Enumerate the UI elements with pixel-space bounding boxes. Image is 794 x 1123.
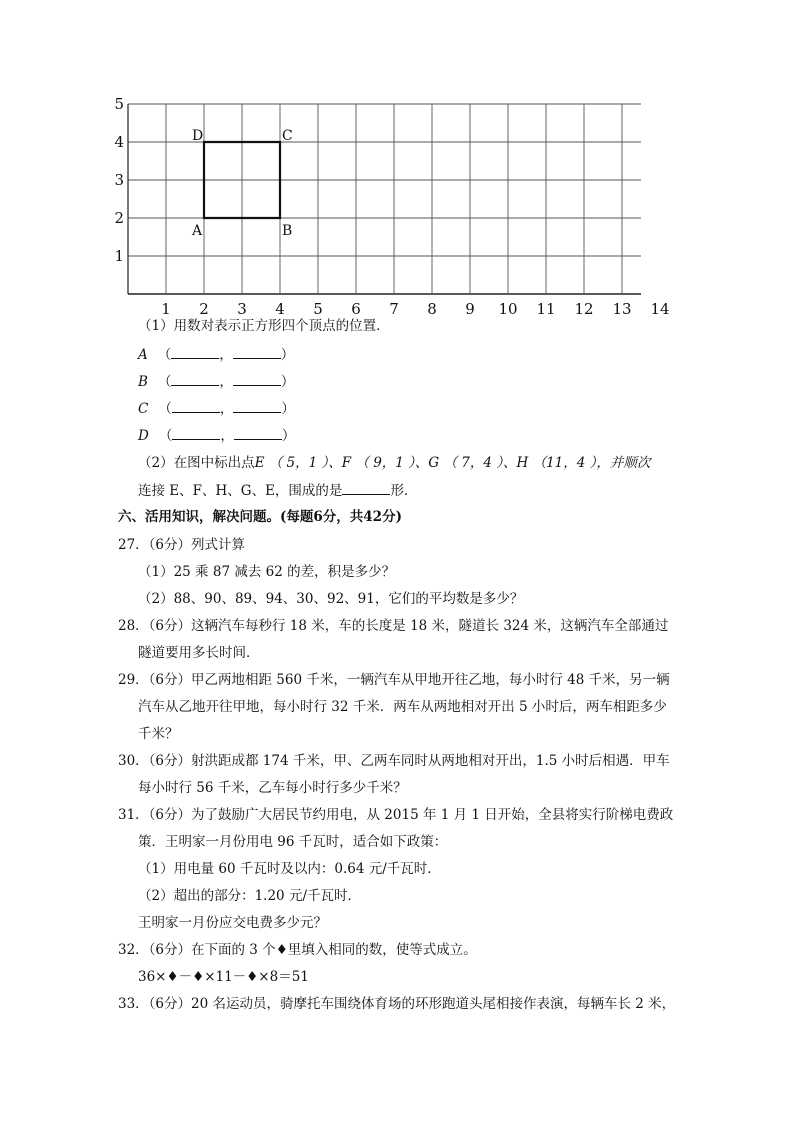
x-tick-label: 6 bbox=[351, 300, 361, 318]
x-tick-label: 9 bbox=[465, 300, 475, 318]
q30-line1: 30．（6分）射洪距成都 174 千米，甲、乙两车同时从两地相对开出，1.5 小时后相遇．甲车 bbox=[118, 753, 670, 769]
comma: ， bbox=[219, 374, 233, 390]
vertex-label: D bbox=[192, 128, 204, 144]
vertex-label: B bbox=[282, 223, 293, 239]
vertex-row-label: D bbox=[138, 428, 149, 444]
x-answer-blank[interactable] bbox=[171, 372, 219, 386]
comma: ， bbox=[219, 347, 233, 363]
x-tick-label: 2 bbox=[199, 300, 209, 318]
y-tick-label: 3 bbox=[114, 171, 124, 189]
q31-line4: （2）超出的部分：1.20 元/千瓦时． bbox=[138, 888, 361, 904]
vertex-label: C bbox=[282, 128, 293, 144]
q31-line3: （1）用电量 60 千瓦时及以内：0.64 元/千瓦时． bbox=[138, 861, 441, 877]
vertex-answer-row bbox=[138, 372, 294, 391]
x-tick-label: 4 bbox=[275, 300, 285, 318]
q26-part1: （1）用数对表示正方形四个顶点的位置． bbox=[138, 318, 390, 334]
q33-line1: 33．（6分）20 名运动员，骑摩托车围绕体育场的环形跑道头尾相接作表演，每辆车长 2 米， bbox=[118, 996, 676, 1012]
close-paren: ） bbox=[280, 347, 295, 363]
close-paren: ） bbox=[281, 428, 296, 444]
vertex-answer-row bbox=[138, 399, 295, 418]
vertex-label: A bbox=[192, 223, 203, 239]
y-answer-blank[interactable] bbox=[234, 426, 282, 440]
q26-part2-end: 形． bbox=[390, 483, 418, 499]
open-paren: （ bbox=[157, 347, 172, 363]
x-answer-blank[interactable] bbox=[172, 399, 220, 413]
q26-part2-intro: （2）在图中标出点 bbox=[138, 455, 255, 471]
x-tick-label: 5 bbox=[313, 300, 323, 318]
q29-line2: 汽车从乙地开往甲地，每小时行 32 千米．两车从两地相对开出 5 小时后，两车相距多少 bbox=[138, 699, 667, 715]
coordinate-grid bbox=[114, 90, 700, 330]
x-tick-label: 13 bbox=[612, 300, 632, 318]
shape-answer-blank[interactable] bbox=[342, 481, 390, 495]
q31-line2: 策．王明家一月份用电 96 千瓦时，适合如下政策： bbox=[138, 834, 448, 850]
x-tick-label: 8 bbox=[427, 300, 437, 318]
comma: ， bbox=[219, 401, 234, 417]
comma: ， bbox=[220, 428, 234, 444]
vertex-row-label: C bbox=[138, 401, 149, 417]
q26-part2-connect: 连接 E、F、H、G、E，围成的是 bbox=[138, 483, 343, 499]
section-heading: 六、活用知识，解决问题。(每题6分，共42分) bbox=[118, 509, 402, 525]
open-paren: （ bbox=[158, 401, 172, 417]
q32-equation: 36×♦－♦×11－♦×8＝51 bbox=[138, 969, 309, 985]
open-paren: （ bbox=[158, 428, 173, 444]
q27-part2: （2）88、90、89、94、30、92、91，它们的平均数是多少？ bbox=[138, 591, 524, 607]
x-tick-label: 10 bbox=[498, 300, 518, 318]
y-tick-label: 5 bbox=[114, 95, 124, 113]
vertex-row-label: A bbox=[138, 347, 148, 363]
q29-line1: 29．（6分）甲乙两地相距 560 千米，一辆汽车从甲地开往乙地，每小时行 48 千米，另一辆 bbox=[118, 672, 670, 688]
q31-line5: 王明家一月份应交电费多少元？ bbox=[138, 915, 327, 931]
vertex-row-label: B bbox=[138, 374, 148, 390]
x-tick-label: 14 bbox=[650, 300, 670, 318]
x-tick-label: 7 bbox=[389, 300, 399, 318]
x-tick-label: 12 bbox=[574, 300, 594, 318]
close-paren: ） bbox=[280, 374, 295, 390]
x-tick-label: 1 bbox=[161, 300, 171, 318]
q31-line1: 31．（6分）为了鼓励广大居民节约用电，从 2015 年 1 月 1 日开始，全县将实行阶梯电费政 bbox=[118, 807, 674, 823]
close-paren: ） bbox=[281, 401, 295, 417]
q27-title: 27．（6分）列式计算 bbox=[118, 537, 246, 553]
x-tick-label: 3 bbox=[237, 300, 247, 318]
y-tick-label: 1 bbox=[114, 247, 124, 265]
q32-line1: 32．（6分）在下面的 3 个♦里填入相同的数，使等式成立。 bbox=[118, 942, 477, 958]
q28-line2: 隧道要用多长时间． bbox=[138, 645, 260, 661]
q27-part1: （1）25 乘 87 减去 62 的差，积是多少？ bbox=[138, 564, 396, 580]
y-answer-blank[interactable] bbox=[233, 345, 281, 359]
q28-line1: 28．（6分）这辆汽车每秒行 18 米，车的长度是 18 米，隧道长 324 米，这辆汽车全部通过 bbox=[118, 618, 669, 634]
y-answer-blank[interactable] bbox=[233, 372, 281, 386]
y-answer-blank[interactable] bbox=[233, 399, 281, 413]
y-tick-label: 4 bbox=[114, 133, 124, 151]
q26-part2-line2 bbox=[138, 481, 417, 500]
x-tick-label: 11 bbox=[536, 300, 556, 318]
open-paren: （ bbox=[157, 374, 172, 390]
q26-part2-points: E （ 5，1 ）、F （ 9，1 ）、G （ 7，4 ）、H （11，4 ），并顺次 bbox=[254, 455, 651, 471]
q29-line3: 千米？ bbox=[138, 726, 179, 742]
y-tick-label: 2 bbox=[114, 209, 124, 227]
q26-part2-line1 bbox=[138, 454, 650, 472]
vertex-answer-row bbox=[138, 426, 295, 445]
q30-line2: 每小时行 56 千米，乙车每小时行多少千米？ bbox=[138, 780, 407, 796]
x-answer-blank[interactable] bbox=[172, 426, 220, 440]
vertex-answer-row bbox=[138, 345, 294, 364]
x-answer-blank[interactable] bbox=[171, 345, 219, 359]
